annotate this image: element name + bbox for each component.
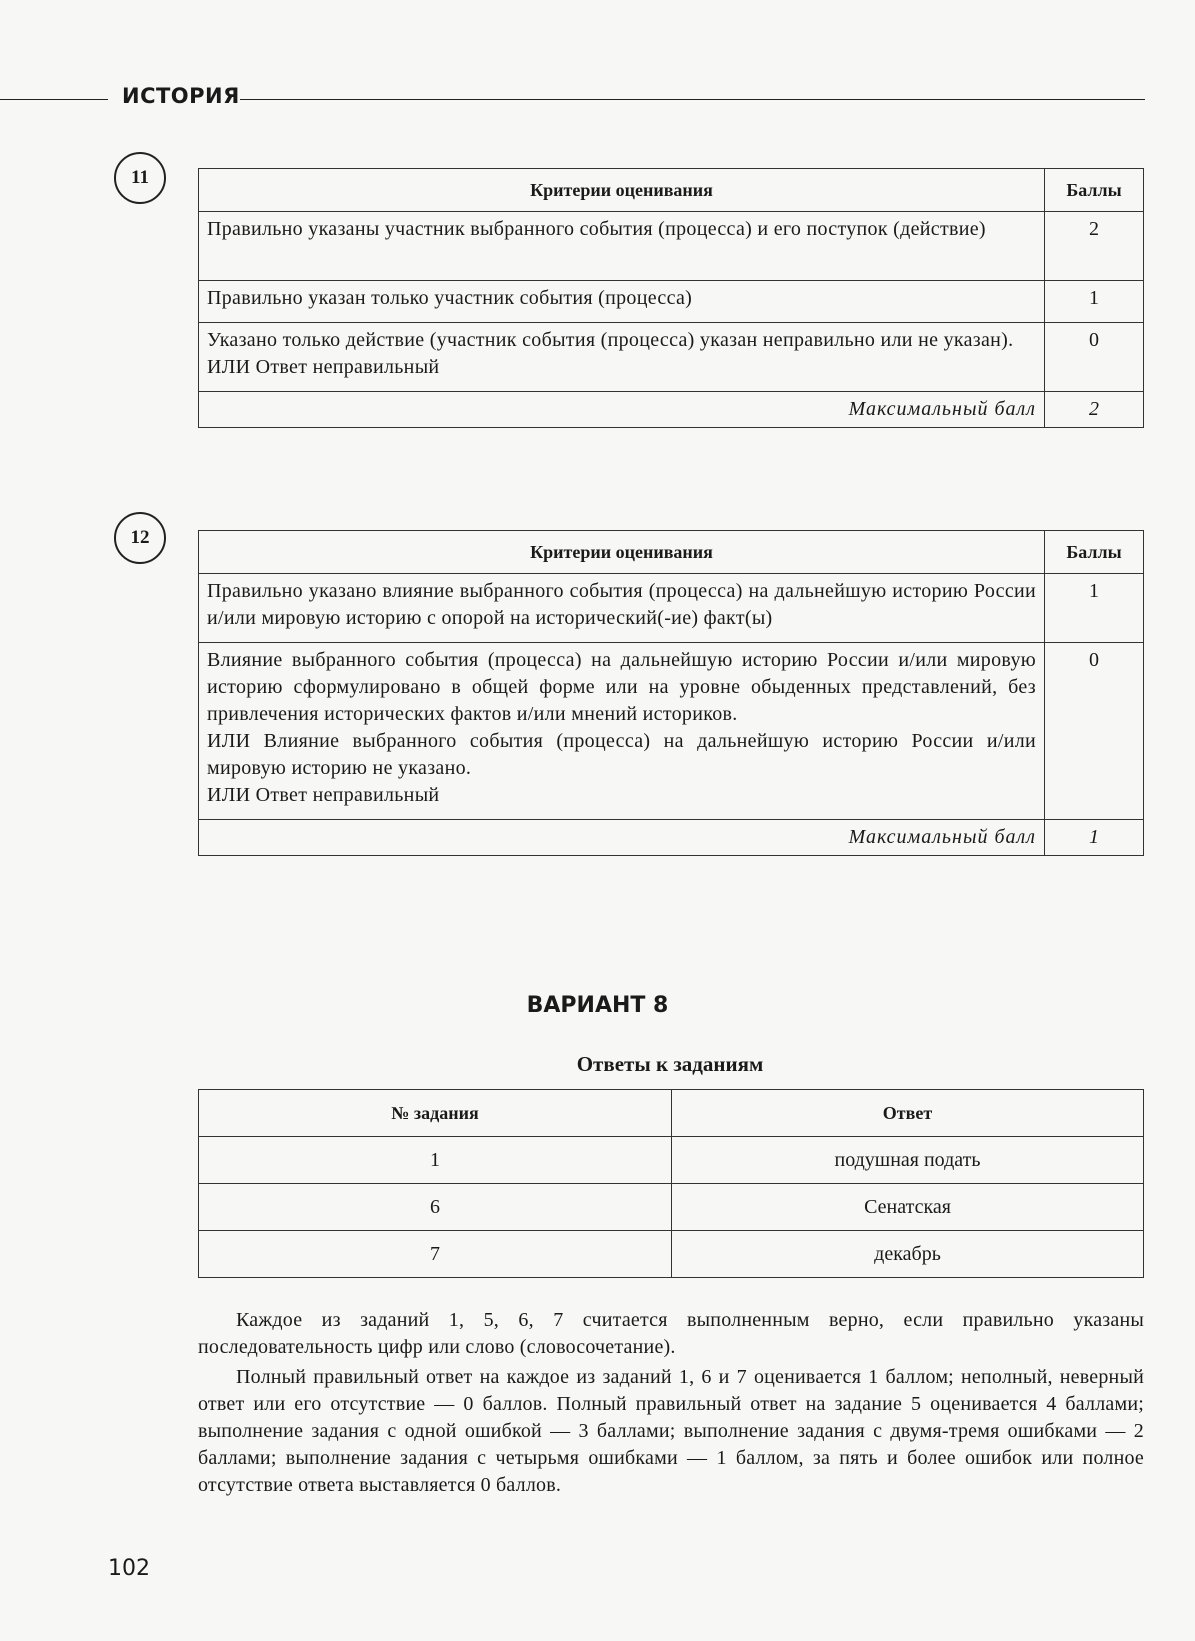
table-row bbox=[199, 281, 1144, 323]
table-row bbox=[199, 574, 1144, 643]
table-row bbox=[199, 1231, 1144, 1278]
table-header-row bbox=[199, 1090, 1144, 1137]
variant-title: ВАРИАНТ 8 bbox=[526, 993, 669, 1018]
answers-table bbox=[198, 1089, 1144, 1278]
answer-cell: подушная подать bbox=[672, 1137, 1144, 1184]
criterion-points: 2 bbox=[1045, 212, 1144, 281]
criterion-text: Правильно указаны участник выбранного события (процесса) и его поступок (действие) bbox=[199, 212, 1045, 281]
column-header-criteria: Критерии оценивания bbox=[199, 531, 1045, 574]
paragraph: Каждое из заданий 1, 5, 6, 7 считается выполненным верно, если правильно указаны последовательность цифр или слово (словосочетание). bbox=[198, 1309, 1144, 1358]
answer-cell: Сенатская bbox=[672, 1184, 1144, 1231]
table-row bbox=[199, 1137, 1144, 1184]
max-score-value: 1 bbox=[1045, 820, 1144, 856]
column-header-points: Баллы bbox=[1045, 169, 1144, 212]
page-number: 102 bbox=[108, 1556, 150, 1581]
max-score-label: Максимальный балл bbox=[199, 392, 1045, 428]
paragraph: Полный правильный ответ на каждое из заданий 1, 6 и 7 оценивается 1 баллом; неполный, неверный ответ или его отсутствие — 0 баллов. Полный правильный ответ на задание 5 оценивается 4 баллами; выполнение задания с одной ошибкой — 3 баллами; выполнение задания с двумя-тремя ошибками — 2 баллами; выполнение задания с четырьмя ошибками — 1 баллом, за пять и более ошибок или полное отсутствие ответа выставляется 0 баллов. bbox=[198, 1366, 1144, 1496]
table-row bbox=[199, 1184, 1144, 1231]
subject-title: ИСТОРИЯ bbox=[122, 84, 240, 108]
column-header-points: Баллы bbox=[1045, 531, 1144, 574]
max-score-row bbox=[199, 392, 1144, 428]
criteria-table-12 bbox=[198, 530, 1144, 856]
criteria-table-11 bbox=[198, 168, 1144, 428]
criterion-points: 1 bbox=[1045, 574, 1144, 643]
criterion-text: Указано только действие (участник события (процесса) указан неправильно или не указан). ИЛИ Ответ неправильный bbox=[199, 323, 1045, 392]
task-number-badge: 11 bbox=[114, 152, 166, 204]
task-number-cell: 7 bbox=[199, 1231, 672, 1278]
max-score-row bbox=[199, 820, 1144, 856]
criterion-points: 0 bbox=[1045, 643, 1144, 820]
max-score-value: 2 bbox=[1045, 392, 1144, 428]
answers-title: Ответы к заданиям bbox=[576, 1052, 764, 1076]
table-header-row bbox=[199, 169, 1144, 212]
table-header-row bbox=[199, 531, 1144, 574]
table-row bbox=[199, 643, 1144, 820]
criterion-points: 0 bbox=[1045, 323, 1144, 392]
max-score-label: Максимальный балл bbox=[199, 820, 1045, 856]
criterion-text: Влияние выбранного события (процесса) на дальнейшую историю России и/или мировую историю сформулировано в общей форме или на уровне обыденных представлений, без привлечения исторических фактов и/или мнений историков. ИЛИ Влияние выбранного события (процесса) на дальнейшую историю России и/или мировую историю не указано. ИЛИ Ответ неправильный bbox=[199, 643, 1045, 820]
task-number-cell: 6 bbox=[199, 1184, 672, 1231]
criterion-points: 1 bbox=[1045, 281, 1144, 323]
task-number-badge: 12 bbox=[114, 512, 166, 564]
task-number-cell: 1 bbox=[199, 1137, 672, 1184]
column-header-answer: Ответ bbox=[672, 1090, 1144, 1137]
column-header-task: № задания bbox=[199, 1090, 672, 1137]
header-rule-right bbox=[240, 99, 1145, 100]
column-header-criteria: Критерии оценивания bbox=[199, 169, 1045, 212]
table-row bbox=[199, 323, 1144, 392]
header-rule-left bbox=[0, 99, 108, 100]
criterion-text: Правильно указано влияние выбранного события (процесса) на дальнейшую историю России и/или мировую историю с опорой на исторический(-ие) факт(ы) bbox=[199, 574, 1045, 643]
answer-cell: декабрь bbox=[672, 1231, 1144, 1278]
table-row bbox=[199, 212, 1144, 281]
criterion-text: Правильно указан только участник события (процесса) bbox=[199, 281, 1045, 323]
